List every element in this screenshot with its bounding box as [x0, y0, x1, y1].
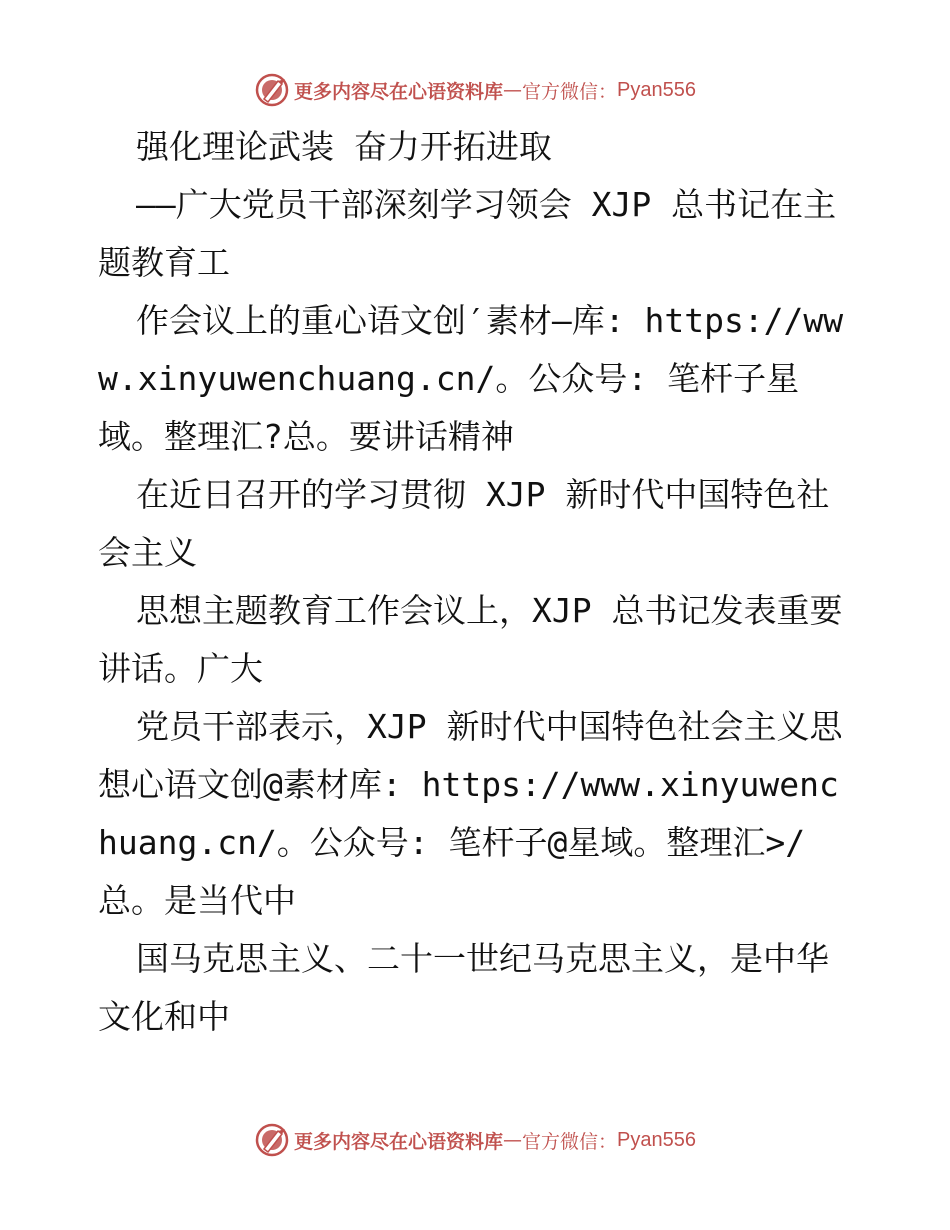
banner-text: 更多内容尽在心语资料库	[294, 1130, 504, 1153]
banner-wechat-label: 官方微信：	[522, 80, 618, 103]
body-paragraph: 在近日召开的学习贯彻 XJP 新时代中国特色社会主义	[98, 475, 830, 572]
pen-nib-logo-icon	[254, 72, 290, 108]
banner-wechat-label: 官方微信：	[522, 1130, 618, 1153]
banner-wechat-id: Pyan556	[617, 78, 696, 101]
body-paragraph: 党员干部表示，XJP 新时代中国特色社会主义思想心语文创@素材库: https://www.xinyuwenchuang.cn/。公众号: 笔杆子@星域。整理汇>/总。是当代中	[98, 707, 843, 920]
body-paragraph: 作会议上的重心语文创′素材—库: https://www.xinyuwenchuang.cn/。公众号: 笔杆子星域。整理汇?总。要讲话精神	[98, 301, 844, 456]
banner-dash: —	[503, 1129, 523, 1151]
banner-text: 更多内容尽在心语资料库	[294, 80, 504, 103]
body-paragraph: 思想主题教育工作会议上，XJP 总书记发表重要讲话。广大	[98, 591, 843, 688]
banner-dash: —	[503, 79, 523, 101]
document-subtitle: ——广大党员干部深刻学习领会 XJP 总书记在主题教育工	[98, 185, 837, 282]
body-paragraph: 国马克思主义、二十一世纪马克思主义，是中华文化和中	[98, 939, 829, 1036]
header-watermark-banner	[0, 70, 950, 110]
banner-wechat-id: Pyan556	[617, 1128, 696, 1151]
footer-watermark-banner	[0, 1120, 950, 1160]
document-body	[98, 118, 858, 1046]
document-title: 强化理论武装 奋力开拓进取	[136, 127, 552, 166]
pen-nib-logo-icon	[254, 1122, 290, 1158]
